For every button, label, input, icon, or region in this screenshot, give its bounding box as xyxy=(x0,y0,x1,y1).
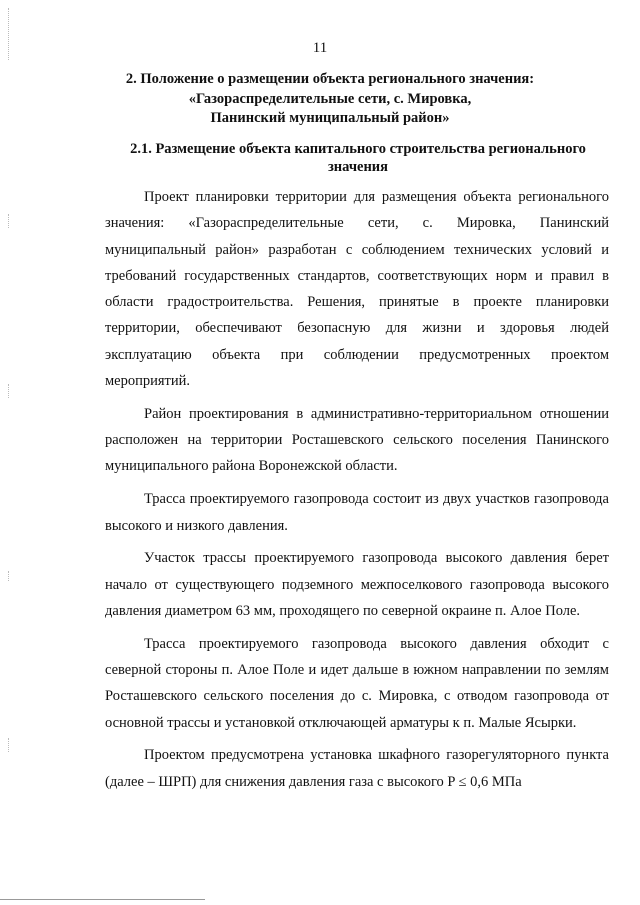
paragraph: Участок трассы проектируемого газопровода высокого давления берет начало от существующего подземного межпоселкового газопровода высокого давления диаметром 63 мм, проходящего по северной окраине п. Алое Поле. xyxy=(105,550,609,619)
paragraph: Район проектирования в административно-территориальном отношении расположен на территории Росташевского сельского поселения Панинского муниципального района Воронежской области. xyxy=(105,405,609,475)
subsection-heading-line-1: 2.1. Размещение объекта капитального строительства регионального xyxy=(130,141,586,157)
scan-artifact xyxy=(8,214,10,228)
section-heading-line-1: 2. Положение о размещении объекта регионального значения: xyxy=(125,71,535,87)
page-number: 11 xyxy=(312,40,328,56)
footer-rule xyxy=(0,899,205,900)
paragraph: Трасса проектируемого газопровода состоит из двух участков газопровода высокого и низкого давления. xyxy=(105,491,609,534)
scan-artifact xyxy=(8,8,10,60)
section-heading-line-2: «Газораспределительные сети, с. Мировка, xyxy=(188,90,472,107)
section-heading xyxy=(95,70,565,129)
subsection-heading xyxy=(108,140,608,176)
scan-artifact xyxy=(8,384,10,398)
paragraph: Проектом предусмотрена установка шкафного газорегуляторного пункта (далее – ШРП) для снижения давления газа с высокого P ≤ 0,6 МПа xyxy=(105,747,609,790)
section-heading-line-3: Панинский муниципальный район» xyxy=(210,110,450,126)
body-text xyxy=(105,184,609,795)
scan-artifact xyxy=(8,738,10,752)
subsection-heading-line-2: значения xyxy=(327,159,389,175)
scan-artifact xyxy=(8,571,10,581)
paragraph: Проект планировки территории для размещения объекта регионального значения: «Газораспределительные сети, с. Мировка, Панинский муниципальный район» разработан с соблюдением технических условий и требований государственных стандартов, соответствующих норм и правил в области градостроительства. Решения, принятые в проекте планировки территории, обеспечивают безопасную для жизни и здоровья людей эксплуатацию объекта при соблюдении предусмотренных проектом мероприятий. xyxy=(105,189,609,390)
paragraph: Трасса проектируемого газопровода высокого давления обходит с северной стороны п. Алое Поле и идет дальше в южном направлении по землям Росташевского сельского поселения до с. Мировка, с отводом газопровода от основной трассы и установкой отключающей арматуры к п. Малые Ясырки. xyxy=(105,635,609,731)
